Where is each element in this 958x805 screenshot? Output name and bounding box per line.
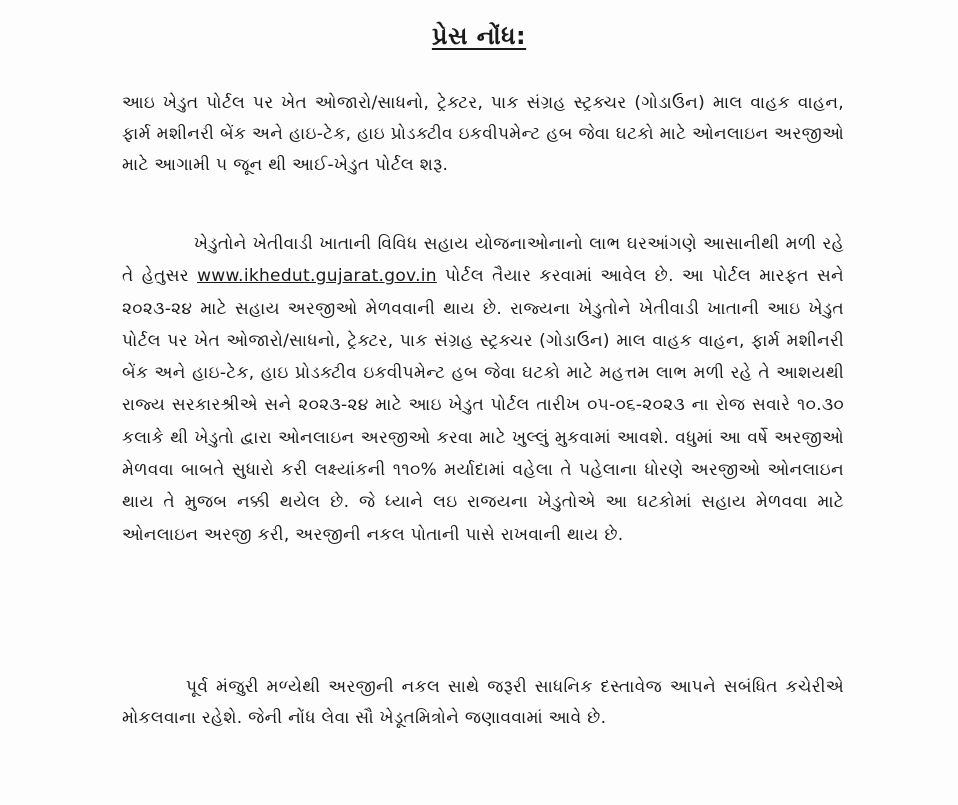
title-container <box>0 22 958 50</box>
portal-link[interactable]: www.ikhedut.gujarat.gov.in <box>197 266 437 287</box>
headline-paragraph: આઇ ખેડુત પોર્ટલ પર ખેત ઓજારો/સાધનો, ટ્રેક્ટર, પાક સંગ્રહ સ્ટ્રક્ચર (ગોડાઉન) માલ વાહક વાહન, ફાર્મ મશીનરી બેંક અને હાઇ-ટેક, હાઇ પ્રોડક્ટીવ ઇકવીપમેન્ટ હબ જેવા ઘટકો માટે ઓનલાઇન અરજીઓ માટે આગામી ૫ જૂન થી આઈ-ખેડુત પોર્ટલ શરૂ. <box>122 93 844 175</box>
body-text-after-link: પોર્ટલ તૈયાર કરવામાં આવેલ છે. આ પોર્ટલ મારફત સને ૨૦૨૩-૨૪ માટે સહાય અરજીઓ મેળવવાની થાય છે. રાજ્યના ખેડુતોને ખેતીવાડી ખાતાની આઇ ખેડુત પોર્ટલ પર ખેત ઓજારો/સાધનો, ટ્રેક્ટર, પાક સંગ્રહ સ્ટ્રક્ચર (ગોડાઉન) માલ વાહક વાહન, ફાર્મ મશીનરી બેંક અને હાઇ-ટેક, હાઇ પ્રોડક્ટીવ ઇકવીપમેન્ટ હબ જેવા ઘટકો માટે મહત્તમ લાભ મળી રહે તે આશયથી રાજ્ય સરકારશ્રીએ સને ૨૦૨૩-૨૪ માટે આઇ ખેડુત પોર્ટલ તારીખ ૦૫-૦૬-૨૦૨૩ ના રોજ સવારે ૧૦.૩૦ કલાકે થી ખેડુતો દ્વારા ઓનલાઇન અરજીઓ કરવા માટે ખુલ્લું મુકવામાં આવશે. વધુમાં આ વર્ષે અરજીઓ મેળવવા બાબતે સુધારો કરી લક્ષ્યાંકની ૧૧૦% મર્યાદામાં વહેલા તે પહેલાના ધોરણે અરજીઓ ઓનલાઇન થાય તે મુજબ નક્કી થયેલ છે. જે ધ્યાને લઇ રાજયના ખેડુતોએ આ ઘટકોમાં સહાય મેળવવા માટે ઓનલાઇન અરજી કરી, અરજીની નકલ પોતાની પાસે રાખવાની થાય છે. <box>122 266 844 545</box>
press-note-title: પ્રેસ નોંધ: <box>431 22 527 50</box>
body-text-before-link: ખેડુતોને ખેતીવાડી ખાતાની વિવિધ સહાય યોજનાઓનાનો લાભ ઘરઆંગણે આસાનીથી મળી રહે તે હેતુસર <box>122 234 844 287</box>
closing-paragraph: પૂર્વ મંજુરી મળ્યેથી અરજીની નકલ સાથે જરૂરી સાધનિક દસ્તાવેજ આપને સબંધિત કચેરીએ મોકલવાના રહેશે. જેની નોંધ લેવા સૌ ખેડૂતમિત્રોને જણાવવામાં આવે છે. <box>122 677 844 728</box>
body-paragraph <box>122 228 844 551</box>
